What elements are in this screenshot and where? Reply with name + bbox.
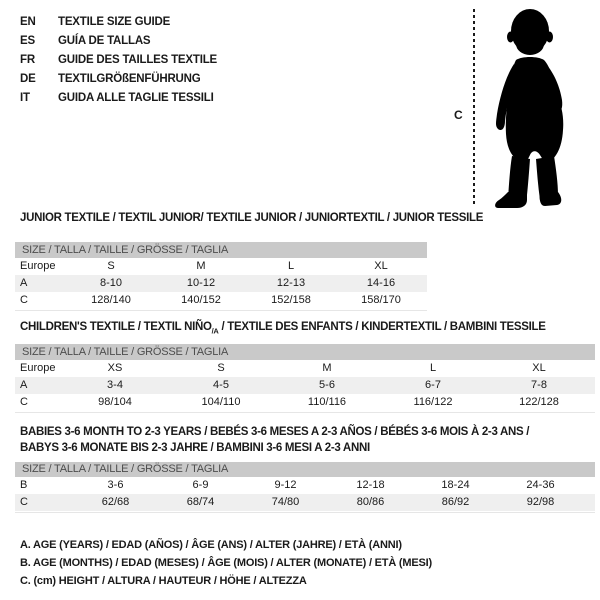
table-cell: S bbox=[217, 362, 225, 374]
table-cell: L bbox=[429, 362, 437, 374]
legend bbox=[20, 536, 432, 590]
table-cell: 62/68 bbox=[101, 496, 130, 508]
lang-code: EN bbox=[20, 16, 36, 28]
legend-line-a: A. AGE (YEARS) / EDAD (AÑOS) / ÂGE (ANS) / ALTER (JAHRE) / ETÀ (ANNI) bbox=[20, 539, 402, 551]
table-cell: 74/80 bbox=[271, 496, 300, 508]
table-cell: 8-10 bbox=[99, 277, 123, 289]
table-cell: 12-13 bbox=[276, 277, 306, 289]
size-header-bar: SIZE / TALLA / TAILLE / GRÖSSE / TAGLIA bbox=[15, 462, 595, 477]
table-cell: 10-12 bbox=[186, 277, 216, 289]
lang-row-es bbox=[20, 32, 217, 51]
height-c-label: C bbox=[454, 108, 463, 122]
title-text: / TEXTILE DES ENFANTS / KINDERTEXTIL / BAMBINI TESSILE bbox=[218, 321, 546, 333]
table-cell: 4-5 bbox=[213, 379, 229, 391]
table-cell: 3-6 bbox=[107, 479, 124, 491]
table-cell: 80/86 bbox=[356, 496, 385, 508]
language-title-list bbox=[20, 13, 217, 108]
legend-line-c: C. (cm) HEIGHT / ALTURA / HAUTEUR / HÖHE / ALTEZZA bbox=[20, 575, 307, 587]
size-header-bar: SIZE / TALLA / TAILLE / GRÖSSE / TAGLIA bbox=[15, 242, 427, 258]
size-header-bar: SIZE / TALLA / TAILLE / GRÖSSE / TAGLIA bbox=[15, 344, 595, 360]
table-cell: 18-24 bbox=[441, 479, 470, 491]
table-row bbox=[15, 494, 595, 511]
row-label: C bbox=[20, 396, 28, 408]
table-cell: 7-8 bbox=[531, 379, 547, 391]
row-label: C bbox=[20, 294, 28, 306]
table-cell: 98/104 bbox=[98, 396, 132, 408]
table-cell: XS bbox=[107, 362, 123, 374]
lang-row-de bbox=[20, 70, 217, 89]
row-label: C bbox=[20, 496, 28, 508]
table-row bbox=[15, 377, 595, 394]
baby-silhouette-icon bbox=[484, 6, 580, 212]
table-cell: S bbox=[107, 260, 115, 272]
table-cell: 3-4 bbox=[107, 379, 123, 391]
table-cell: M bbox=[196, 260, 206, 272]
table-cell: 9-12 bbox=[274, 479, 297, 491]
height-measure-figure bbox=[440, 0, 600, 220]
lang-row-en bbox=[20, 13, 217, 32]
table-cell: L bbox=[287, 260, 295, 272]
table-cell: 24-36 bbox=[526, 479, 555, 491]
table-cell: 158/170 bbox=[361, 294, 401, 306]
row-label: Europe bbox=[20, 362, 56, 374]
table-divider bbox=[15, 310, 427, 311]
table-cell: 86/92 bbox=[441, 496, 470, 508]
table-row bbox=[15, 394, 595, 411]
lang-title: TEXTILGRÖßENFÜHRUNG bbox=[58, 73, 201, 85]
legend-line-b: B. AGE (MONTHS) / EDAD (MESES) / ÂGE (MOIS) / ALTER (MONATE) / ETÀ (MESI) bbox=[20, 557, 432, 569]
table-cell: 140/152 bbox=[181, 294, 221, 306]
table-cell: 128/140 bbox=[91, 294, 131, 306]
babies-table-title-line1: BABIES 3-6 MONTH TO 2-3 YEARS / BEBÉS 3-6 MESES A 2-3 AÑOS / BÉBÉS 3-6 MOIS À 2-3 ANS / bbox=[20, 426, 530, 438]
table-cell: 14-16 bbox=[366, 277, 396, 289]
lang-code: IT bbox=[20, 92, 30, 104]
table-cell: 68/74 bbox=[186, 496, 215, 508]
table-cell: 152/158 bbox=[271, 294, 311, 306]
lang-row-it bbox=[20, 89, 217, 108]
babies-table-title-line2: BABYS 3-6 MONATE BIS 2-3 JAHRE / BAMBINI 3-6 MESI A 2-3 ANNI bbox=[20, 442, 370, 454]
table-cell: 5-6 bbox=[319, 379, 335, 391]
table-cell: XL bbox=[374, 260, 388, 272]
row-label: B bbox=[20, 479, 28, 491]
table-row bbox=[15, 275, 427, 292]
table-cell: 110/116 bbox=[307, 396, 347, 408]
lang-title: GUIDA ALLE TAGLIE TESSILI bbox=[58, 92, 214, 104]
table-cell: XL bbox=[532, 362, 546, 374]
table-cell: 6-9 bbox=[192, 479, 209, 491]
row-label: A bbox=[20, 277, 28, 289]
table-cell: 92/98 bbox=[526, 496, 555, 508]
lang-title: GUÍA DE TALLAS bbox=[58, 35, 151, 47]
row-label: Europe bbox=[20, 260, 56, 272]
lang-title: GUIDE DES TAILLES TEXTILE bbox=[58, 54, 217, 66]
table-row bbox=[15, 292, 427, 309]
lang-code: DE bbox=[20, 73, 36, 85]
lang-code: ES bbox=[20, 35, 35, 47]
title-subscript: /A bbox=[211, 326, 219, 336]
height-dashed-line bbox=[473, 9, 475, 207]
lang-code: FR bbox=[20, 54, 35, 66]
title-text: CHILDREN'S TEXTILE / TEXTIL NIÑO bbox=[20, 321, 212, 333]
table-divider bbox=[15, 512, 595, 513]
table-cell: M bbox=[322, 362, 332, 374]
table-cell: 122/128 bbox=[519, 396, 559, 408]
junior-table-title: JUNIOR TEXTILE / TEXTIL JUNIOR/ TEXTILE JUNIOR / JUNIORTEXTIL / JUNIOR TESSILE bbox=[20, 212, 484, 224]
table-cell: 6-7 bbox=[425, 379, 441, 391]
children-table-title bbox=[20, 321, 546, 335]
table-row bbox=[15, 258, 427, 275]
table-cell: 104/110 bbox=[201, 396, 241, 408]
table-divider bbox=[15, 412, 595, 413]
lang-title: TEXTILE SIZE GUIDE bbox=[58, 16, 171, 28]
row-label: A bbox=[20, 379, 28, 391]
table-cell: 116/122 bbox=[413, 396, 453, 408]
table-row bbox=[15, 360, 595, 377]
table-cell: 12-18 bbox=[356, 479, 385, 491]
lang-row-fr bbox=[20, 51, 217, 70]
table-row bbox=[15, 477, 595, 494]
